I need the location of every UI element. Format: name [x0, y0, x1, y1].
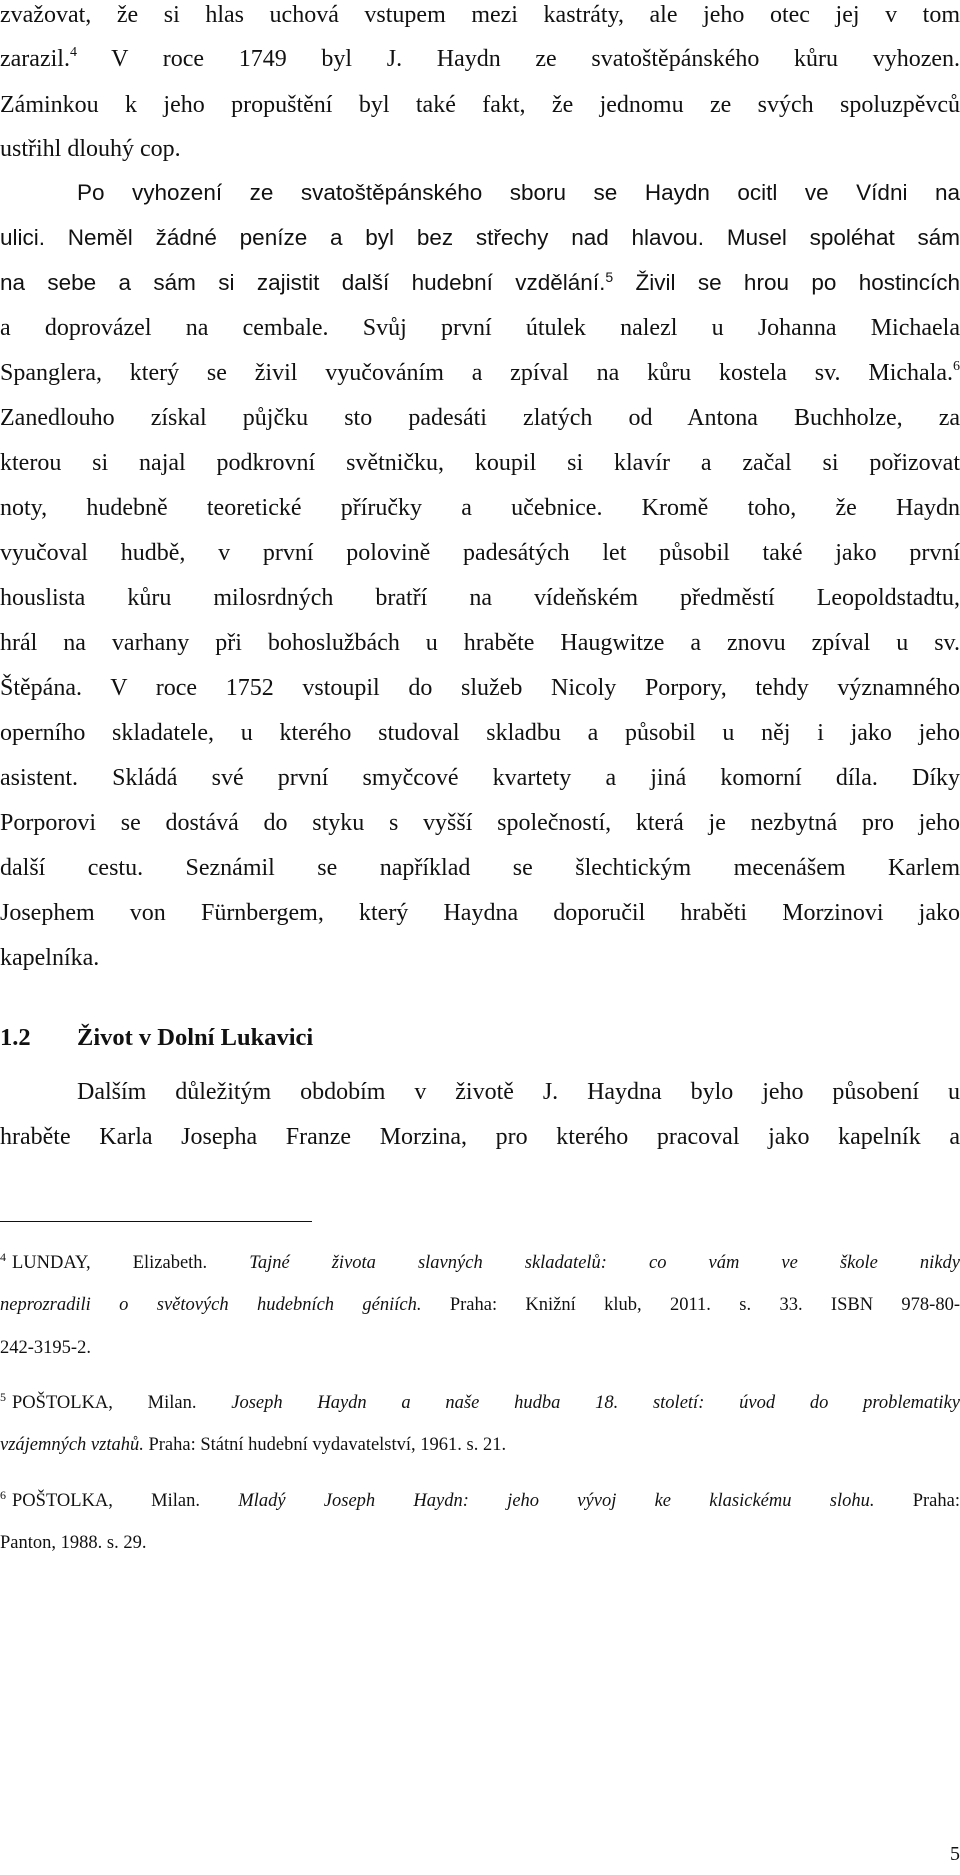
text-line: hraběte Karla Josepha Franze Morzina, pro kterého pracoval jako kapelník a: [0, 1124, 960, 1150]
footnote-6: [0, 1488, 960, 1515]
footnote-title: Mladý Joseph Haydn: jeho vývoj ke klasickému slohu.: [238, 1491, 875, 1511]
text-span: Spanglera, který se živil vyučováním a zpíval na kůru kostela sv. Michala.: [0, 360, 953, 386]
footnote-title: Tajné života slavných skladatelů: co vám ve škole nikdy: [249, 1253, 960, 1273]
text-line: zvažovat, že si hlas uchová vstupem mezi kastráty, ale jeho otec jej v tom: [0, 2, 960, 28]
text-line: operního skladatele, u kterého studoval skladbu a působil u něj i jako jeho: [0, 720, 960, 746]
footnote-number: 6: [0, 1488, 6, 1502]
footnote-title: neprozradili o světových hudebních géniích.: [0, 1295, 422, 1315]
section-title: Život v Dolní Lukavici: [77, 1024, 314, 1051]
section-number: 1.2: [0, 1024, 31, 1051]
footnote-ref[interactable]: 4: [69, 45, 77, 60]
page-number: 5: [950, 1843, 960, 1865]
text-line: Štěpána. V roce 1752 vstoupil do služeb Nicoly Porpory, tehdy významného: [0, 675, 960, 701]
footnote-publisher: Praha:: [874, 1491, 960, 1511]
text-span: Živil se hrou po hostincích: [613, 270, 960, 295]
text-line: [0, 358, 960, 388]
footnote-separator: [0, 1221, 312, 1222]
text-line: ustřihl dlouhý cop.: [0, 136, 181, 162]
text-line: Po vyhození ze svatoštěpánského sboru se Haydn ocitl ve Vídni na: [77, 180, 960, 205]
footnote-ref[interactable]: 5: [605, 269, 614, 285]
text-line: houslista kůru milosrdných bratří na vídeňském předměstí Leopoldstadtu,: [0, 585, 960, 611]
footnote-title: vzájemných vztahů.: [0, 1435, 144, 1455]
footnote-4: [0, 1250, 960, 1277]
footnote-4-cont: 242-3195-2.: [0, 1338, 91, 1358]
text-line: [0, 44, 960, 74]
text-line: kapelníka.: [0, 945, 100, 971]
footnote-4-cont: [0, 1292, 960, 1318]
footnote-publisher: Praha: Státní hudební vydavatelství, 1961. s. 21.: [143, 1435, 507, 1455]
footnote-ref[interactable]: 6: [953, 359, 960, 374]
footnote-title: Joseph Haydn a naše hudba 18. století: úvod do problematiky: [231, 1393, 960, 1413]
section-heading: [0, 1024, 313, 1052]
footnote-publisher: Praha: Knižní klub, 2011. s. 33. ISBN 978-80-: [421, 1295, 960, 1315]
footnote-author: POŠTOLKA, Milan.: [12, 1393, 232, 1413]
footnote-5: [0, 1390, 960, 1417]
footnote-5-cont: [0, 1432, 960, 1458]
text-line: kterou si najal podkrovní světničku, koupil si klavír a začal si pořizovat: [0, 450, 960, 476]
text-span: na sebe a sám si zajistit další hudební vzdělání.: [0, 270, 606, 295]
text-line: noty, hudebně teoretické příručky a učebnice. Kromě toho, že Haydn: [0, 495, 960, 521]
text-line: další cestu. Seznámil se například se šlechtickým mecenášem Karlem: [0, 855, 960, 881]
text-line: Josephem von Fürnbergem, který Haydna doporučil hraběti Morzinovi jako: [0, 900, 960, 926]
text-line: Porporovi se dostává do styku s vyšší společností, která je nezbytná pro jeho: [0, 810, 960, 836]
text-line: Záminkou k jeho propuštění byl také fakt, že jednomu ze svých spoluzpěvců: [0, 92, 960, 118]
text-line: asistent. Skládá své první smyčcové kvartety a jiná komorní díla. Díky: [0, 765, 960, 791]
text-line: vyučoval hudbě, v první polovině padesátých let působil také jako první: [0, 540, 960, 566]
footnote-number: 5: [0, 1390, 6, 1404]
text-line: Zanedlouho získal půjčku sto padesáti zlatých od Antona Buchholze, za: [0, 405, 960, 431]
footnote-author: LUNDAY, Elizabeth.: [12, 1253, 250, 1273]
text-line: hrál na varhany při bohoslužbách u hraběte Haugwitze a znovu zpíval u sv.: [0, 630, 960, 656]
text-line: Dalším důležitým obdobím v životě J. Haydna bylo jeho působení u: [77, 1079, 960, 1105]
footnote-number: 4: [0, 1250, 6, 1264]
text-span: zarazil.: [0, 46, 70, 72]
text-line: a doprovázel na cembale. Svůj první útulek nalezl u Johanna Michaela: [0, 315, 960, 341]
text-line: [0, 268, 960, 298]
footnote-6-cont: Panton, 1988. s. 29.: [0, 1533, 147, 1553]
text-span: V roce 1749 byl J. Haydn ze svatoštěpánského kůru vyhozen.: [76, 46, 960, 72]
text-line: ulici. Neměl žádné peníze a byl bez střechy nad hlavou. Musel spoléhat sám: [0, 225, 960, 250]
footnote-author: POŠTOLKA, Milan.: [12, 1491, 239, 1511]
